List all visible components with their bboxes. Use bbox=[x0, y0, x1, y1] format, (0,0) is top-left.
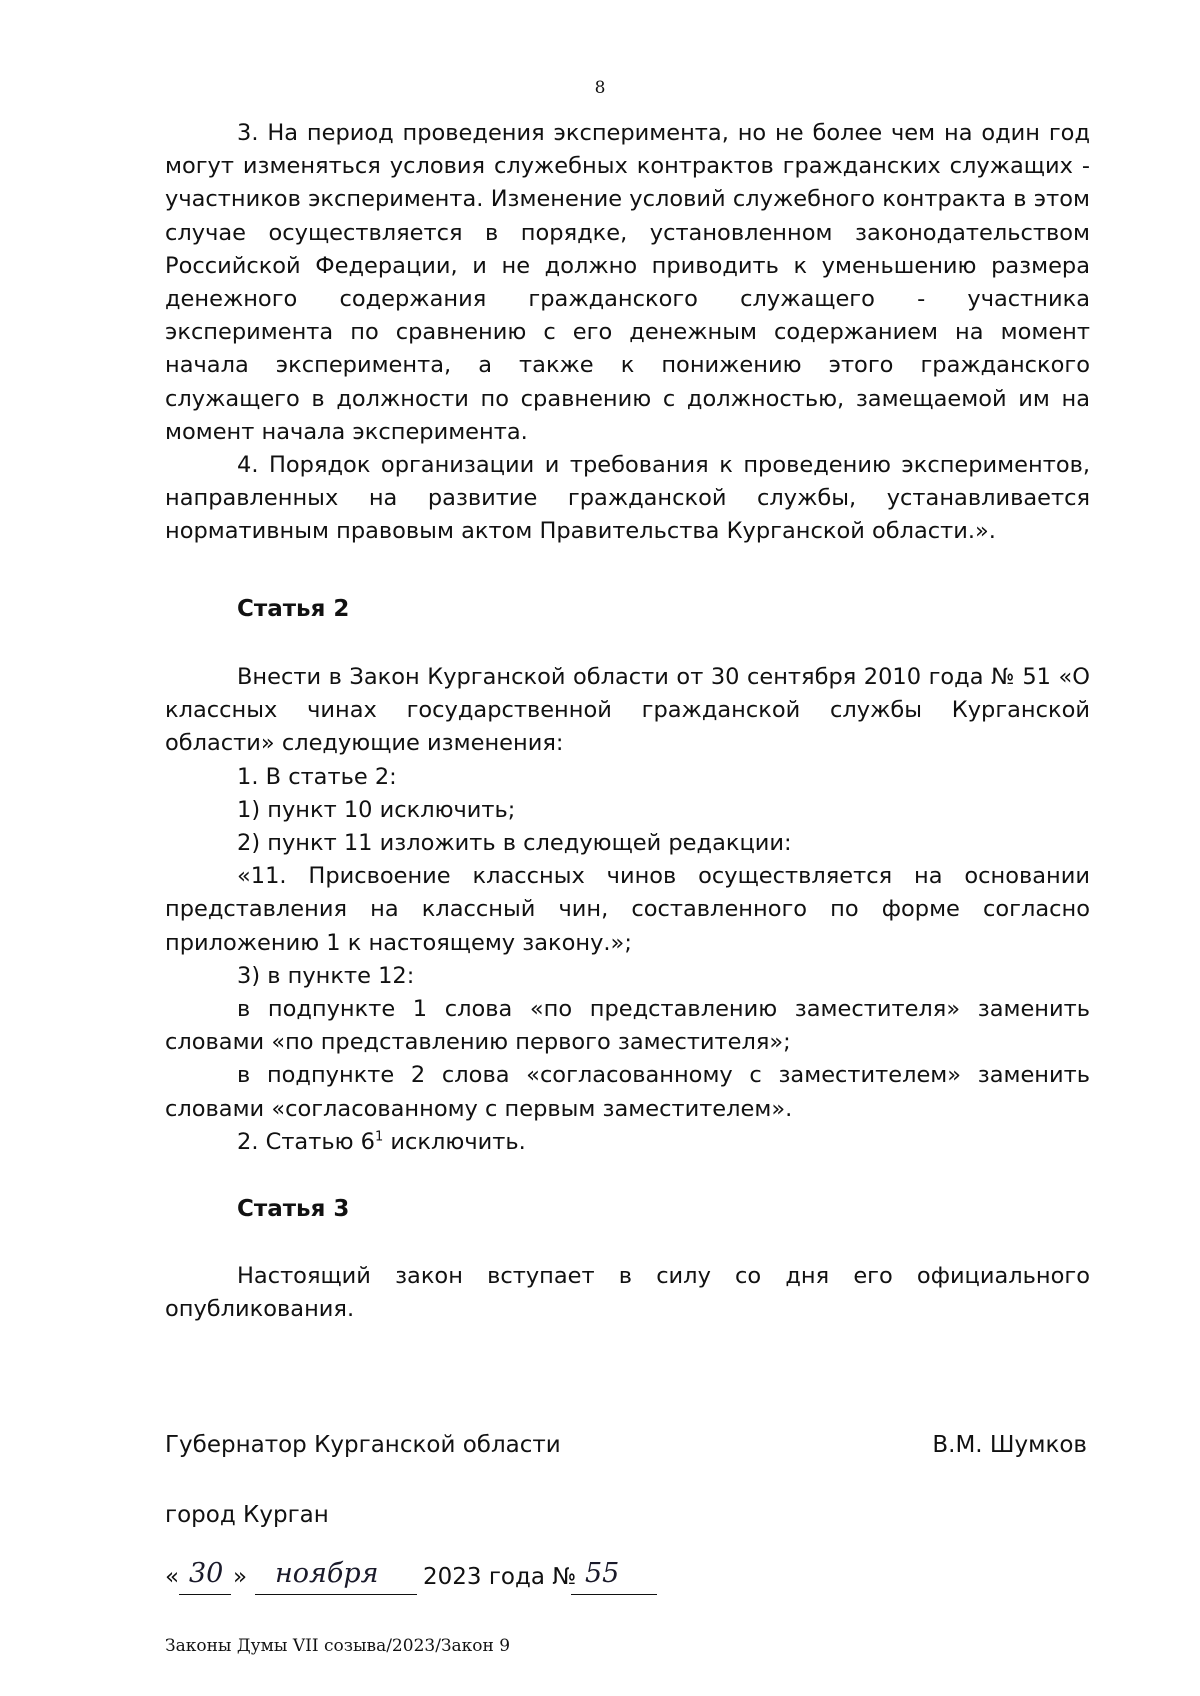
article2-item-2 bbox=[165, 1126, 1090, 1159]
month-underline bbox=[255, 1594, 417, 1595]
article2-item-1: 1. В статье 2: bbox=[237, 763, 397, 790]
number-underline bbox=[571, 1594, 657, 1595]
date-day-handwritten: 30 bbox=[189, 1558, 224, 1589]
article2-item-11-text: «11. Присвоение классных чинов осуществляется на основании представления на классный чин, составленного по форме согласно приложению 1 к настоящему закону.»; bbox=[165, 863, 1090, 956]
paragraph-4: 4. Порядок организации и требования к проведению экспериментов, направленных на развитие гражданской службы, устанавливается нормативным правовым актом Правительства Курганской области.». bbox=[165, 452, 1090, 545]
article3-paragraph: Настоящий закон вступает в силу со дня его официального опубликования. bbox=[165, 1263, 1090, 1323]
date-line bbox=[165, 1560, 725, 1600]
date-month-handwritten: ноября bbox=[275, 1558, 379, 1589]
date-number-handwritten: 55 bbox=[585, 1558, 620, 1589]
paragraph-3: 3. На период проведения эксперимента, но не более чем на один год могут изменяться условия служебных контрактов гражданских служащих - участников эксперимента. Изменение условий служебного контракта в этом случае осуществляется в порядке, установленном законодательством Российской Федерации, и не должно приводить к уменьшению размера денежного содержания гражданского служащего - участника эксперимента по сравнению с его денежным содержанием на момент начала эксперимента, а также к понижению этого гражданского служащего в должности по сравнению с должностью, замещаемой им на момент начала эксперимента. bbox=[165, 120, 1090, 445]
date-open-quote: « bbox=[165, 1564, 180, 1590]
article3-heading: Статья 3 bbox=[237, 1196, 350, 1222]
item-2-superscript: 1 bbox=[375, 1129, 384, 1145]
date-close-quote: » bbox=[233, 1564, 248, 1590]
article2-subitem-2: в подпункте 2 слова «согласованному с заместителем» заменить словами «согласованному с первым заместителем». bbox=[165, 1062, 1090, 1122]
signatory-position: Губернатор Курганской области bbox=[165, 1432, 561, 1458]
date-year-text: 2023 года № bbox=[423, 1564, 577, 1590]
article2-subitem-1: в подпункте 1 слова «по представлению заместителя» заменить словами «по представлению первого заместителя»; bbox=[165, 996, 1090, 1056]
article2-item-1-1: 1) пункт 10 исключить; bbox=[237, 796, 516, 823]
article2-item-1-3: 3) в пункте 12: bbox=[237, 962, 415, 989]
article3-body bbox=[165, 1260, 1090, 1326]
footer-reference: Законы Думы VII созыва/2023/Закон 9 bbox=[165, 1636, 511, 1656]
item-2-suffix: исключить. bbox=[383, 1128, 526, 1155]
item-2-prefix: 2. Статью 6 bbox=[237, 1128, 375, 1155]
article2-heading: Статья 2 bbox=[237, 596, 350, 622]
article2-item-1-2: 2) пункт 11 изложить в следующей редакции: bbox=[237, 830, 792, 857]
city: город Курган bbox=[165, 1502, 329, 1528]
signatory-name: В.М. Шумков bbox=[932, 1432, 1087, 1458]
article2-intro: Внести в Закон Курганской области от 30 сентября 2010 года № 51 «О классных чинах государственной гражданской службы Курганской области» следующие изменения: bbox=[165, 664, 1090, 757]
article2-body bbox=[165, 661, 1090, 1159]
article1-continuation bbox=[165, 117, 1090, 549]
page-number: 8 bbox=[594, 78, 606, 98]
day-underline bbox=[179, 1594, 231, 1595]
